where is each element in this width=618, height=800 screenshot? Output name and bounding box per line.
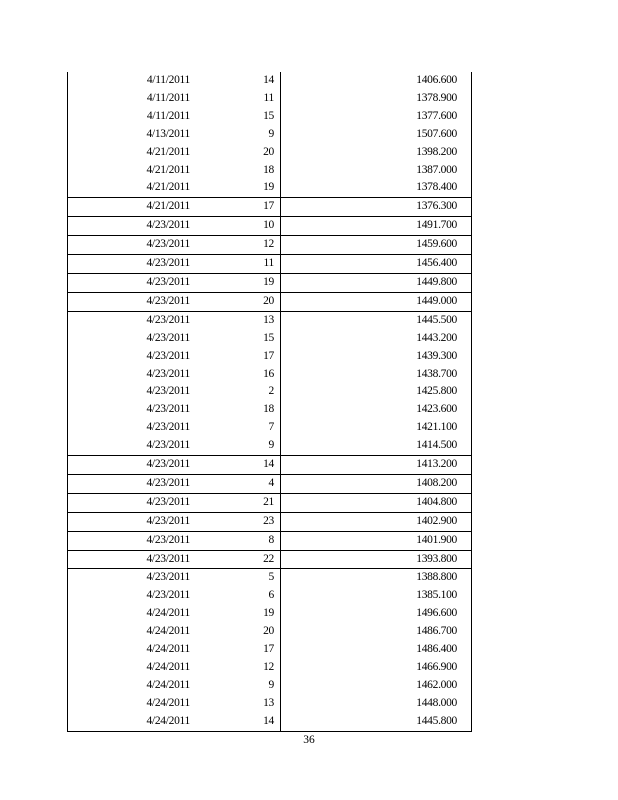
value-cell: 1376.300 (281, 198, 472, 217)
date-cell: 4/23/2011 (68, 292, 197, 311)
number-cell: 12 (196, 659, 281, 677)
value-cell: 1398.200 (416, 145, 457, 158)
date-cell: 4/11/2011 (146, 91, 190, 104)
table-row (68, 236, 472, 255)
date-cell: 4/23/2011 (68, 255, 197, 274)
value-cell: 1421.100 (416, 421, 457, 434)
date-cell: 4/21/2011 (146, 181, 190, 194)
value-cell: 1445.500 (281, 311, 472, 329)
value-cell: 1449.800 (281, 273, 472, 292)
value-cell: 1462.000 (416, 678, 457, 691)
date-cell: 4/21/2011 (68, 198, 197, 217)
table-row (68, 348, 472, 366)
number-cell: 19 (196, 179, 281, 197)
date-cell: 4/23/2011 (146, 331, 190, 344)
table-row (68, 366, 472, 384)
number-cell: 2 (196, 383, 281, 401)
table-row (68, 255, 472, 274)
number-cell: 21 (196, 493, 281, 512)
table-row (68, 198, 472, 217)
table-row (68, 659, 472, 677)
number-cell: 15 (196, 330, 281, 348)
value-cell: 1445.800 (416, 714, 457, 727)
value-cell: 1439.300 (416, 349, 457, 362)
date-cell: 4/21/2011 (146, 163, 190, 176)
table-row (68, 108, 472, 126)
number-cell: 5 (196, 569, 281, 587)
data-table-body (68, 72, 472, 731)
number-cell: 18 (196, 162, 281, 180)
table-row (68, 713, 472, 731)
value-cell: 1387.000 (416, 163, 457, 176)
number-cell: 15 (196, 108, 281, 126)
date-cell: 4/11/2011 (146, 109, 190, 122)
date-cell: 4/23/2011 (146, 589, 190, 602)
number-cell: 12 (196, 236, 281, 255)
page-number: 36 (303, 734, 315, 746)
date-cell: 4/11/2011 (146, 74, 190, 86)
date-cell: 4/23/2011 (68, 217, 197, 236)
number-cell: 17 (196, 348, 281, 366)
value-cell: 1423.600 (416, 403, 457, 416)
table-row (68, 437, 472, 455)
value-cell: 1448.000 (416, 696, 457, 709)
number-cell: 14 (196, 456, 281, 475)
data-table-container (67, 72, 472, 732)
date-cell: 4/23/2011 (68, 550, 197, 569)
value-cell: 1377.600 (416, 109, 457, 122)
number-cell: 20 (196, 623, 281, 641)
number-cell: 14 (196, 72, 281, 90)
table-row (68, 531, 472, 550)
date-cell: 4/23/2011 (146, 439, 190, 452)
number-cell: 9 (196, 126, 281, 144)
date-cell: 4/23/2011 (146, 385, 190, 398)
date-cell: 4/23/2011 (146, 421, 190, 434)
number-cell: 17 (196, 641, 281, 659)
number-cell: 11 (196, 255, 281, 274)
value-cell: 1486.700 (416, 625, 457, 638)
date-cell: 4/23/2011 (146, 403, 190, 416)
number-cell: 16 (196, 366, 281, 384)
table-row (68, 695, 472, 713)
number-cell: 14 (196, 713, 281, 731)
table-row (68, 456, 472, 475)
value-cell: 1408.200 (281, 474, 472, 493)
value-cell: 1507.600 (416, 127, 457, 140)
number-cell: 13 (196, 311, 281, 329)
table-row (68, 605, 472, 623)
date-cell: 4/23/2011 (68, 493, 197, 512)
date-cell: 4/23/2011 (68, 311, 197, 329)
table-row (68, 401, 472, 419)
value-cell: 1393.800 (281, 550, 472, 569)
date-cell: 4/23/2011 (68, 474, 197, 493)
value-cell: 1443.200 (416, 331, 457, 344)
date-cell: 4/24/2011 (146, 625, 190, 638)
table-row (68, 90, 472, 108)
value-cell: 1459.600 (281, 236, 472, 255)
date-cell: 4/24/2011 (146, 661, 190, 673)
table-row (68, 623, 472, 641)
table-row (68, 383, 472, 401)
value-cell: 1378.400 (416, 181, 457, 194)
table-row (68, 144, 472, 162)
number-cell: 19 (196, 605, 281, 623)
number-cell: 20 (196, 292, 281, 311)
date-cell: 4/23/2011 (68, 531, 197, 550)
table-row (68, 162, 472, 180)
value-cell: 1385.100 (416, 589, 457, 602)
value-cell: 1486.400 (416, 643, 457, 656)
table-row (68, 677, 472, 695)
number-cell: 18 (196, 401, 281, 419)
table-row (68, 273, 472, 292)
number-cell: 20 (196, 144, 281, 162)
table-row (68, 72, 472, 90)
date-cell: 4/24/2011 (146, 643, 190, 656)
number-cell: 7 (196, 419, 281, 437)
table-row (68, 569, 472, 587)
value-cell: 1466.900 (416, 661, 457, 673)
table-row (68, 474, 472, 493)
number-cell: 19 (196, 273, 281, 292)
table-row (68, 419, 472, 437)
value-cell: 1401.900 (281, 531, 472, 550)
value-cell: 1402.900 (281, 512, 472, 531)
table-row (68, 550, 472, 569)
value-cell: 1438.700 (416, 367, 457, 380)
number-cell: 6 (196, 587, 281, 605)
number-cell: 11 (196, 90, 281, 108)
number-cell: 13 (196, 695, 281, 713)
number-cell: 9 (196, 677, 281, 695)
value-cell: 1491.700 (281, 217, 472, 236)
table-row (68, 311, 472, 329)
value-cell: 1425.800 (416, 385, 457, 398)
table-row (68, 179, 472, 197)
value-cell: 1413.200 (281, 456, 472, 475)
value-cell: 1404.800 (281, 493, 472, 512)
number-cell: 23 (196, 512, 281, 531)
date-cell: 4/23/2011 (68, 456, 197, 475)
date-cell: 4/23/2011 (68, 569, 197, 587)
value-cell: 1449.000 (281, 292, 472, 311)
number-cell: 8 (196, 531, 281, 550)
date-cell: 4/23/2011 (146, 349, 190, 362)
value-cell: 1406.600 (416, 74, 457, 86)
date-cell: 4/21/2011 (146, 145, 190, 158)
date-cell: 4/24/2011 (146, 696, 190, 709)
date-cell: 4/24/2011 (146, 714, 190, 727)
number-cell: 10 (196, 217, 281, 236)
table-row (68, 493, 472, 512)
table-row (68, 330, 472, 348)
table-row (68, 587, 472, 605)
value-cell: 1388.800 (281, 569, 472, 587)
number-cell: 17 (196, 198, 281, 217)
value-cell: 1378.900 (416, 91, 457, 104)
date-cell: 4/13/2011 (146, 127, 190, 140)
number-cell: 9 (196, 437, 281, 455)
value-cell: 1414.500 (416, 439, 457, 452)
table-row (68, 641, 472, 659)
table-row (68, 512, 472, 531)
date-cell: 4/24/2011 (146, 607, 190, 620)
table-row (68, 126, 472, 144)
date-cell: 4/23/2011 (146, 367, 190, 380)
date-cell: 4/23/2011 (68, 512, 197, 531)
number-cell: 22 (196, 550, 281, 569)
date-cell: 4/24/2011 (146, 678, 190, 691)
date-cell: 4/23/2011 (68, 273, 197, 292)
number-cell: 4 (196, 474, 281, 493)
value-cell: 1456.400 (281, 255, 472, 274)
table-row (68, 292, 472, 311)
date-cell: 4/23/2011 (68, 236, 197, 255)
table-row (68, 217, 472, 236)
data-table (67, 72, 472, 732)
value-cell: 1496.600 (416, 607, 457, 620)
